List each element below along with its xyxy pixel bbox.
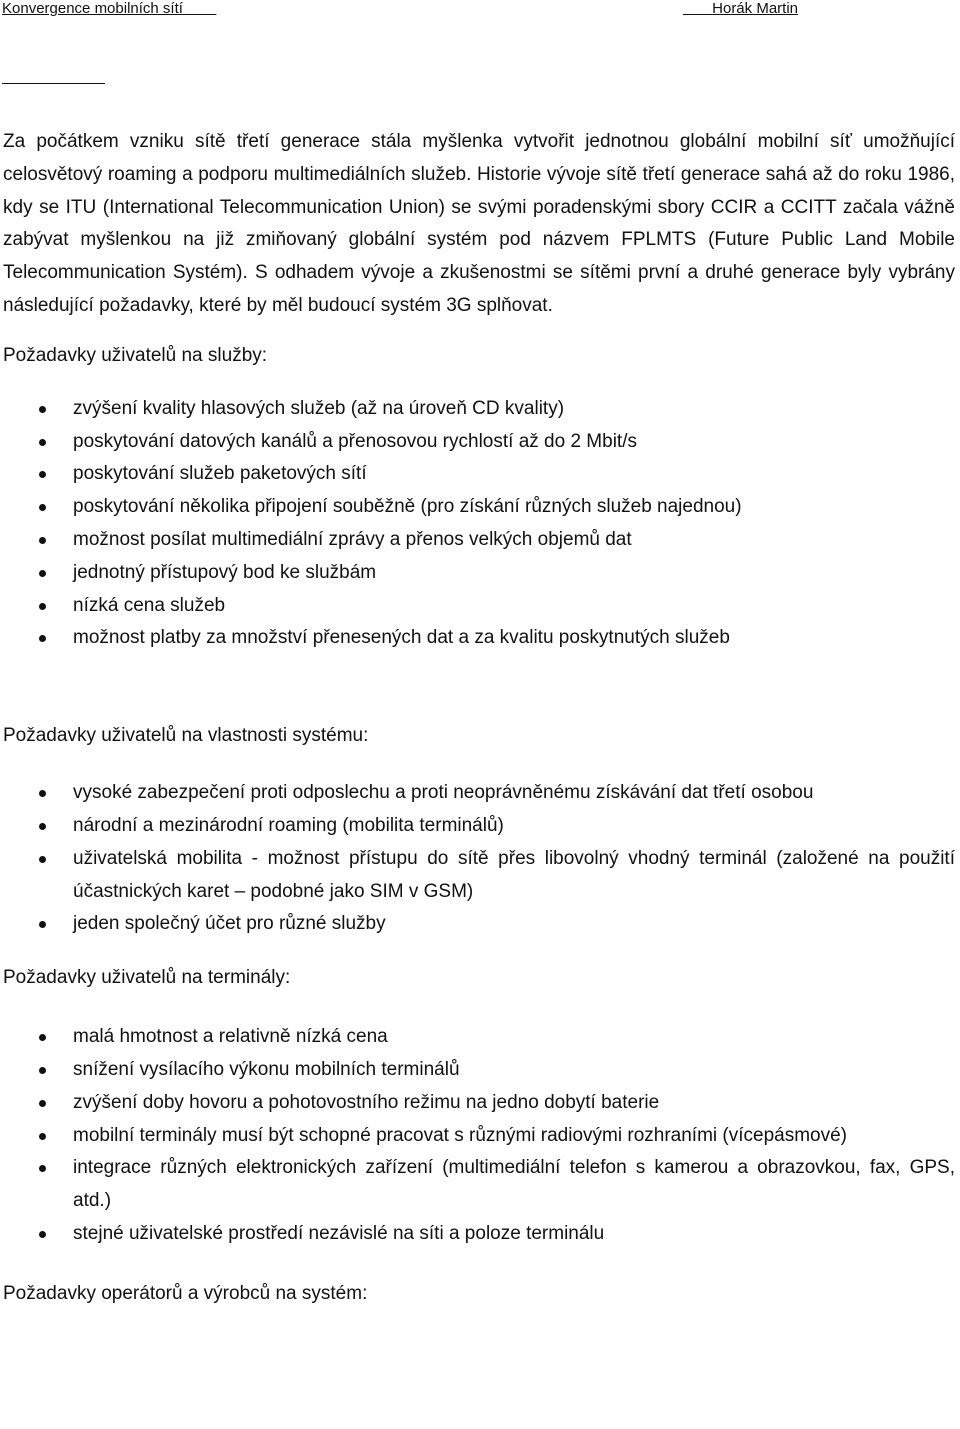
header-author: Horák Martin bbox=[712, 0, 798, 17]
list-item: malá hmotnost a relativně nízká cena bbox=[3, 1021, 955, 1054]
list-item: zvýšení kvality hlasových služeb (až na úroveň CD kvality) bbox=[3, 393, 955, 426]
list-item: stejné uživatelské prostředí nezávislé na síti a poloze terminálu bbox=[3, 1218, 955, 1251]
list-item: možnost platby za množství přenesených dat a za kvalitu poskytnutých služeb bbox=[3, 622, 955, 655]
list-item: poskytování datových kanálů a přenosovou rychlostí až do 2 Mbit/s bbox=[3, 426, 955, 459]
list-item: jeden společný účet pro různé služby bbox=[3, 908, 955, 941]
intro-paragraph: Za počátkem vzniku sítě třetí generace stála myšlenka vytvořit jednotnou globální mobilní síť umožňující celosvětový roaming a podporu multimediálních služeb. Historie vývoje sítě třetí generace sahá až do roku 1986, kdy se ITU (International Telecommunication Union) se svými poradenskými sbory CCIR a CCITT začala vážně zabývat myšlenkou na již zmiňovaný globální systém pod názvem FPLMTS (Future Public Land Mobile Telecommunication Systém). S odhadem vývoje a zkušenostmi se sítěmi první a druhé generace byly vybrány následující požadavky, které by měl budoucí systém 3G splňovat. bbox=[3, 131, 955, 316]
section-title-operators: Požadavky operátorů a výrobců na systém: bbox=[3, 1282, 368, 1304]
list-item: integrace různých elektronických zařízení (multimediální telefon s kamerou a obrazovkou, fax, GPS, atd.) bbox=[3, 1152, 955, 1218]
section-title-services: Požadavky uživatelů na služby: bbox=[3, 344, 268, 366]
section-title-terminals: Požadavky uživatelů na terminály: bbox=[3, 967, 291, 989]
list-item: mobilní terminály musí být schopné pracovat s různými radiovými rozhraními (vícepásmové) bbox=[3, 1120, 955, 1153]
footnote-rule bbox=[2, 83, 105, 84]
terminals-list bbox=[3, 1021, 955, 1251]
list-item: možnost posílat multimediální zprávy a přenos velkých objemů dat bbox=[3, 524, 955, 557]
list-item: nízká cena služeb bbox=[3, 590, 955, 623]
document-body bbox=[3, 126, 955, 1307]
list-item: jednotný přístupový bod ke službám bbox=[3, 557, 955, 590]
list-item: snížení vysílacího výkonu mobilních terminálů bbox=[3, 1054, 955, 1087]
list-item: zvýšení doby hovoru a pohotovostního režimu na jedno dobytí baterie bbox=[3, 1087, 955, 1120]
list-item: poskytování několika připojení souběžně (pro získání různých služeb najednou) bbox=[3, 491, 955, 524]
list-item: vysoké zabezpečení proti odposlechu a proti neoprávněnému získávání dat třetí osobou bbox=[3, 777, 955, 810]
header-title: Konvergence mobilních sítí bbox=[2, 0, 183, 17]
list-item: poskytování služeb paketových sítí bbox=[3, 458, 955, 491]
services-list bbox=[3, 393, 955, 655]
list-item: uživatelská mobilita - možnost přístupu do sítě přes libovolný vhodný terminál (založené na použití účastnických karet – podobné jako SIM v GSM) bbox=[3, 843, 955, 909]
section-title-system: Požadavky uživatelů na vlastnosti systému: bbox=[3, 725, 369, 747]
system-list bbox=[3, 777, 955, 941]
list-item: národní a mezinárodní roaming (mobilita terminálů) bbox=[3, 810, 955, 843]
page-header bbox=[2, 0, 958, 18]
